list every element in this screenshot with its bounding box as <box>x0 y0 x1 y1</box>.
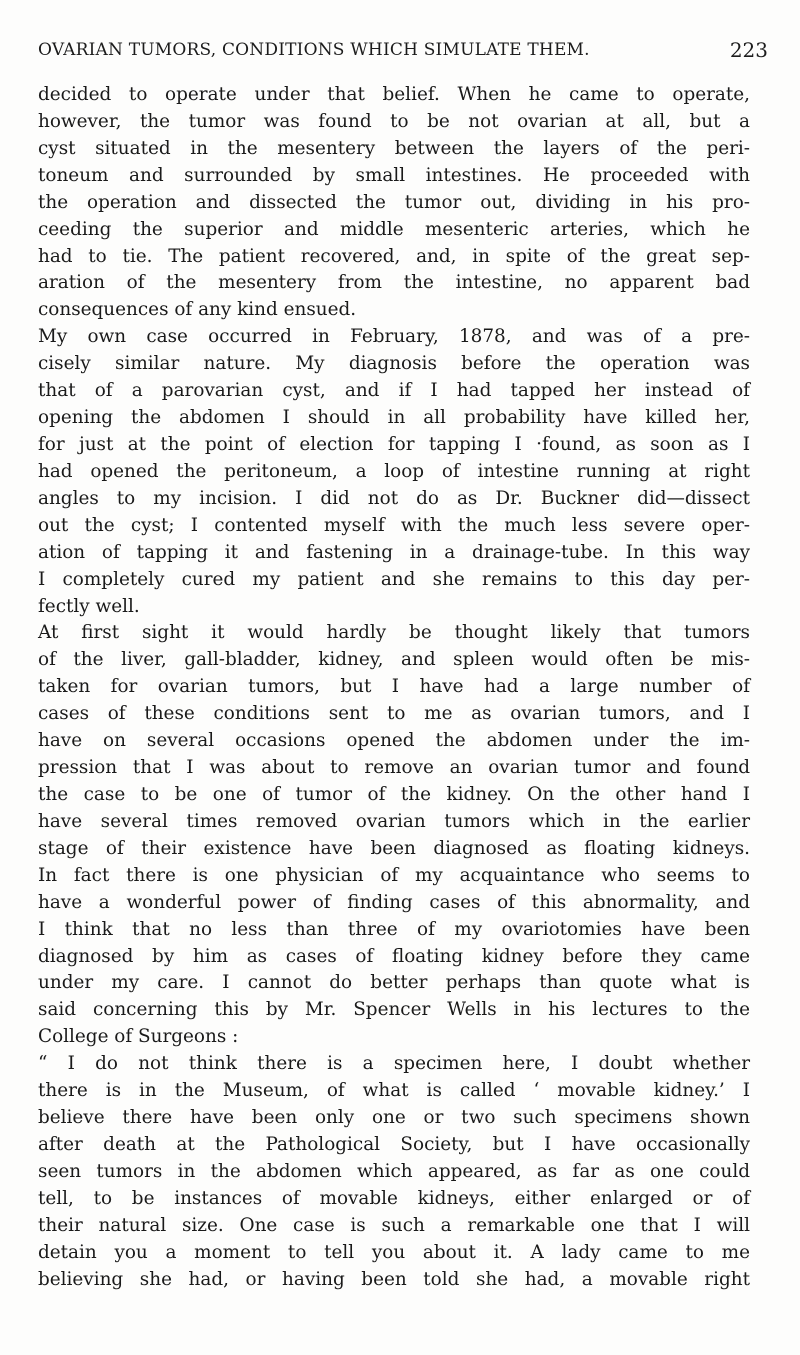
text-line: decided to operate under that belief. When he came to operate, <box>38 84 750 105</box>
text-line: said concerning this by Mr. Spencer Wells in his lectures to the <box>38 999 750 1021</box>
text-line: have a wonderful power of finding cases of this abnormality, and <box>38 891 750 913</box>
text-line: have several times removed ovarian tumors which in the earlier <box>38 810 750 832</box>
text-line: detain you a moment to tell you about it. A lady came to me <box>38 1241 750 1263</box>
text-line: I completely cured my patient and she remains to this day per- <box>38 568 750 590</box>
text-line: I think that no less than three of my ovariotomies have been <box>38 918 750 940</box>
text-line: “ I do not think there is a specimen here, I doubt whether <box>38 1053 750 1075</box>
running-title: OVARIAN TUMORS, CONDITIONS WHICH SIMULATE THEM. <box>38 40 590 60</box>
text-line: consequences of any kind ensued. <box>38 299 357 321</box>
text-line: believe there have been only one or two such specimens shown <box>38 1107 750 1129</box>
text-line: At first sight it would hardly be thought likely that tumors <box>38 622 750 644</box>
text-line: however, the tumor was found to be not ovarian at all, but a <box>38 110 750 132</box>
text-line: College of Surgeons : <box>38 1026 239 1048</box>
text-line: ation of tapping it and fastening in a drainage-tube. In this way <box>38 541 750 563</box>
text-line: of the liver, gall-bladder, kidney, and spleen would often be mis- <box>38 649 750 671</box>
text-line: pression that I was about to remove an ovarian tumor and found <box>38 757 750 779</box>
text-line: for just at the point of election for tapping I ·found, as soon as I <box>38 433 750 455</box>
text-line: aration of the mesentery from the intestine, no apparent bad <box>38 272 750 294</box>
text-line: cisely similar nature. My diagnosis before the operation was <box>38 353 750 375</box>
text-line: after death at the Pathological Society, but I have occasionally <box>38 1133 750 1155</box>
text-line: ceeding the superior and middle mesenteric arteries, which he <box>38 218 750 240</box>
body-text <box>38 82 750 1293</box>
text-line: there is in the Museum, of what is called ‘ movable kidney.’ I <box>38 1080 750 1102</box>
text-line: taken for ovarian tumors, but I have had a large number of <box>38 676 750 698</box>
text-line: In fact there is one physician of my acquaintance who seems to <box>38 864 750 886</box>
text-line: that of a parovarian cyst, and if I had tapped her instead of <box>38 380 750 402</box>
page-number: 223 <box>729 38 768 62</box>
text-line: have on several occasions opened the abdomen under the im- <box>38 730 750 752</box>
text-line: out the cyst; I contented myself with the much less severe oper- <box>38 514 750 536</box>
text-line: their natural size. One case is such a remarkable one that I will <box>38 1214 750 1236</box>
text-line: had to tie. The patient recovered, and, in spite of the great sep- <box>38 245 750 267</box>
text-line: tell, to be instances of movable kidneys, either enlarged or of <box>38 1187 750 1209</box>
text-line: the operation and dissected the tumor out, dividing in his pro- <box>38 191 750 213</box>
text-line: cases of these conditions sent to me as ovarian tumors, and I <box>38 703 750 725</box>
text-line: believing she had, or having been told she had, a movable right <box>38 1268 750 1290</box>
text-line: stage of their existence have been diagnosed as floating kidneys. <box>38 837 750 859</box>
text-line: angles to my incision. I did not do as Dr. Buckner did—dissect <box>38 487 750 509</box>
text-line: under my care. I cannot do better perhaps than quote what is <box>38 972 750 994</box>
text-line: cyst situated in the mesentery between the layers of the peri- <box>38 137 750 159</box>
text-line: diagnosed by him as cases of floating kidney before they came <box>38 945 750 967</box>
text-line: the case to be one of tumor of the kidney. On the other hand I <box>38 783 750 805</box>
text-line: My own case occurred in February, 1878, and was of a pre- <box>38 326 750 348</box>
running-head <box>38 40 768 66</box>
text-line: toneum and surrounded by small intestines. He proceeded with <box>38 164 750 186</box>
text-line: fectly well. <box>38 595 140 617</box>
text-line: opening the abdomen I should in all probability have killed her, <box>38 407 750 429</box>
text-line: seen tumors in the abdomen which appeared, as far as one could <box>38 1160 750 1182</box>
text-line: had opened the peritoneum, a loop of intestine running at right <box>38 460 750 482</box>
